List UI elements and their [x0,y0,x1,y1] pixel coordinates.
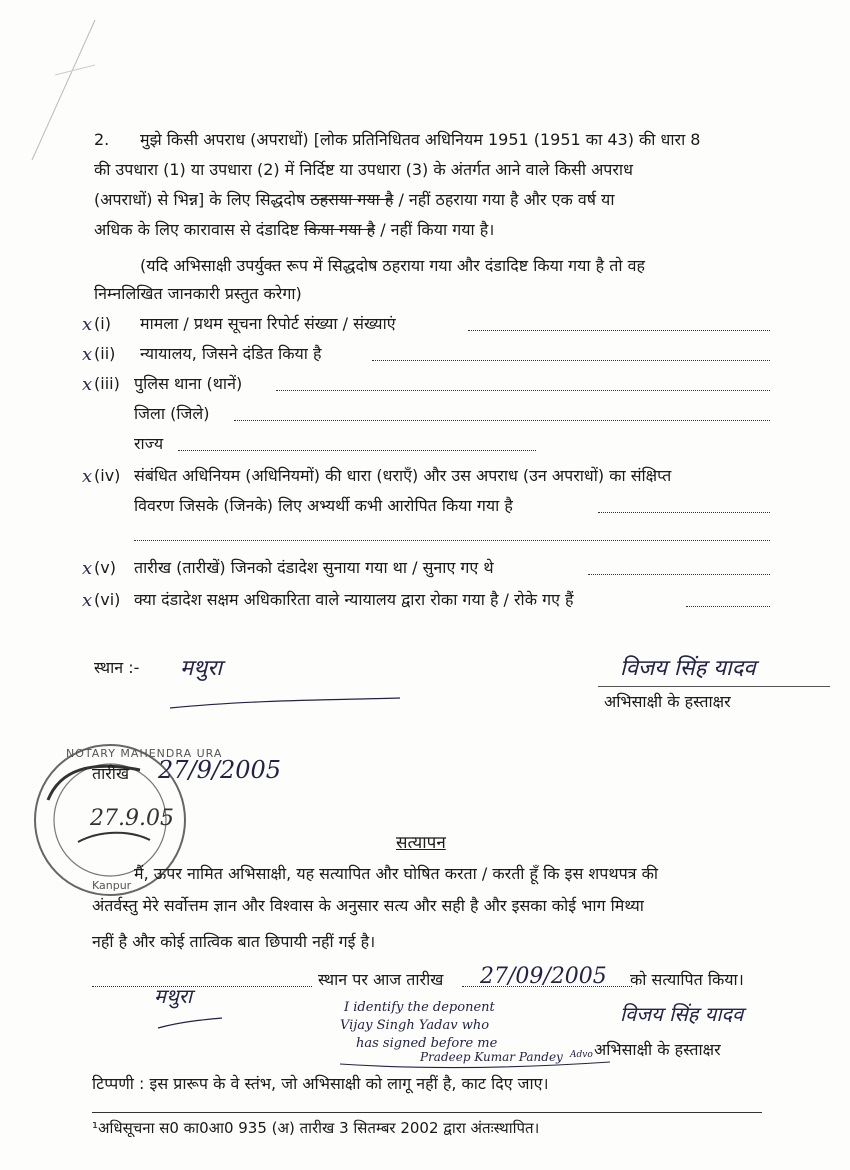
para2-line3: (अपराधों) से भिन्न] के लिए सिद्धदोष ठहराया गया है / नहीं ठहराया गया है और एक वर्ष या [94,190,615,209]
date-handwritten: 27/9/2005 [158,756,282,784]
cross-mark: x [82,558,93,579]
item-iv-line2: विवरण जिसके (जिनके) लिए अभ्यर्थी कभी आरोपित किया गया है [134,496,513,515]
item-vi-label: क्या दंडादेश सक्षम अधिकारिता वाले न्यायालय द्वारा रोका गया है / रोके गए हैं [134,590,574,609]
item-i-num: (i) [94,314,111,333]
stamp-bottom-text: Kanpur [92,879,132,892]
note-line2: निम्नलिखित जानकारी प्रस्तुत करेगा) [94,284,302,303]
place-label: स्थान :- [94,658,140,677]
place-handwritten: मथुरा [180,656,222,681]
verification-signature-caption: अभिसाक्षी के हस्ताक्षर [594,1040,721,1059]
struck-text: किया गया है [304,220,376,239]
attestation-line4: Pradeep Kumar Pandey [420,1050,563,1064]
verification-signature: विजय सिंह यादव [620,1002,744,1026]
para2-line4: अधिक के लिए कारावास से दंडादिष्ट किया गया है / नहीं किया गया है। [94,220,495,239]
item-v-num: (v) [94,558,116,577]
cross-mark: x [82,466,93,487]
cross-mark: x [82,374,93,395]
item-iii-label: पुलिस थाना (थानें) [134,374,243,393]
item-v-label: तारीख (तारीखें) जिनको दंडादेश सुनाया गया था / सुनाए गए थे [134,558,494,577]
footer-note: टिप्पणी : इस प्रारूप के वे स्तंभ, जो अभिसाक्षी को लागू नहीं है, काट दिए जाए। [92,1074,549,1093]
place-line-text: स्थान पर आज तारीख [318,970,444,989]
item-vi-num: (vi) [94,590,121,609]
verification-line1: मैं, ऊपर नामित अभिसाक्षी, यह सत्यापित और घोषित करता / करती हूँ कि इस शपथपत्र की [134,864,659,883]
state-label: राज्य [134,434,164,453]
para2-line2: की उपधारा (1) या उपधारा (2) में निर्दिष्ट या उपधारा (3) के अंतर्गत आने वाले किसी अपराध [94,160,633,179]
verification-line2: अंतर्वस्तु मेरे सर्वोत्तम ज्ञान और विश्वास के अनुसार सत्य और सही है और इसका कोई भाग मिथ्या [92,896,644,915]
cross-mark: x [82,344,93,365]
date-label: तारीख [92,764,130,783]
note-line1: (यदि अभिसाक्षी उपर्युक्त रूप में सिद्धदोष ठहराया गया और दंडादिष्ट किया गया है तो वह [140,256,645,275]
verification-date: 27/09/2005 [480,964,607,989]
item-iv-num: (iv) [94,466,121,485]
attestation-line3: has signed before me [356,1036,498,1051]
item-i-label: मामला / प्रथम सूचना रिपोर्ट संख्या / संख्याएं [140,314,396,333]
attestation-above: Advo [570,1050,593,1060]
cross-mark: x [82,314,93,335]
item-iii-num: (iii) [94,374,120,393]
deponent-signature: विजय सिंह यादव [620,656,756,681]
attestation-line2: Vijay Singh Yadav who [340,1018,490,1033]
para-number: 2. [94,130,110,149]
verification-line3: नहीं है और कोई तात्विक बात छिपायी नहीं गई है। [92,932,376,951]
item-ii-num: (ii) [94,344,116,363]
verification-place: मथुरा [154,984,193,1008]
footnote: ¹अधिसूचना स0 का0आ0 935 (अ) तारीख 3 सितम्बर 2002 द्वारा अंतःस्थापित। [92,1119,540,1137]
district-label: जिला (जिले) [134,404,210,423]
signature-caption: अभिसाक्षी के हस्ताक्षर [604,692,731,711]
struck-text: ठहराया गया है [310,190,394,209]
verification-title: सत्यापन [396,833,446,853]
attestation-line1: I identify the deponent [344,1000,495,1015]
footnote-rule [92,1112,762,1113]
stamp-ring-text: NOTARY MAHENDRA URA [66,747,223,760]
verified-text: को सत्यापित किया। [630,970,744,989]
item-iv-line1: संबंधित अधिनियम (अधिनियमों) की धारा (धराएँ) और उस अपराध (उन अपराधों) का संक्षिप्त [134,466,672,485]
item-ii-label: न्यायालय, जिसने दंडित किया है [140,344,322,363]
stamp-initials: 27.9.05 [90,806,174,831]
cross-mark: x [82,590,93,611]
para2-line1: मुझे किसी अपराध (अपराधों) [लोक प्रतिनिधितव अधिनियम 1951 (1951 का 43) की धारा 8 [140,130,701,149]
